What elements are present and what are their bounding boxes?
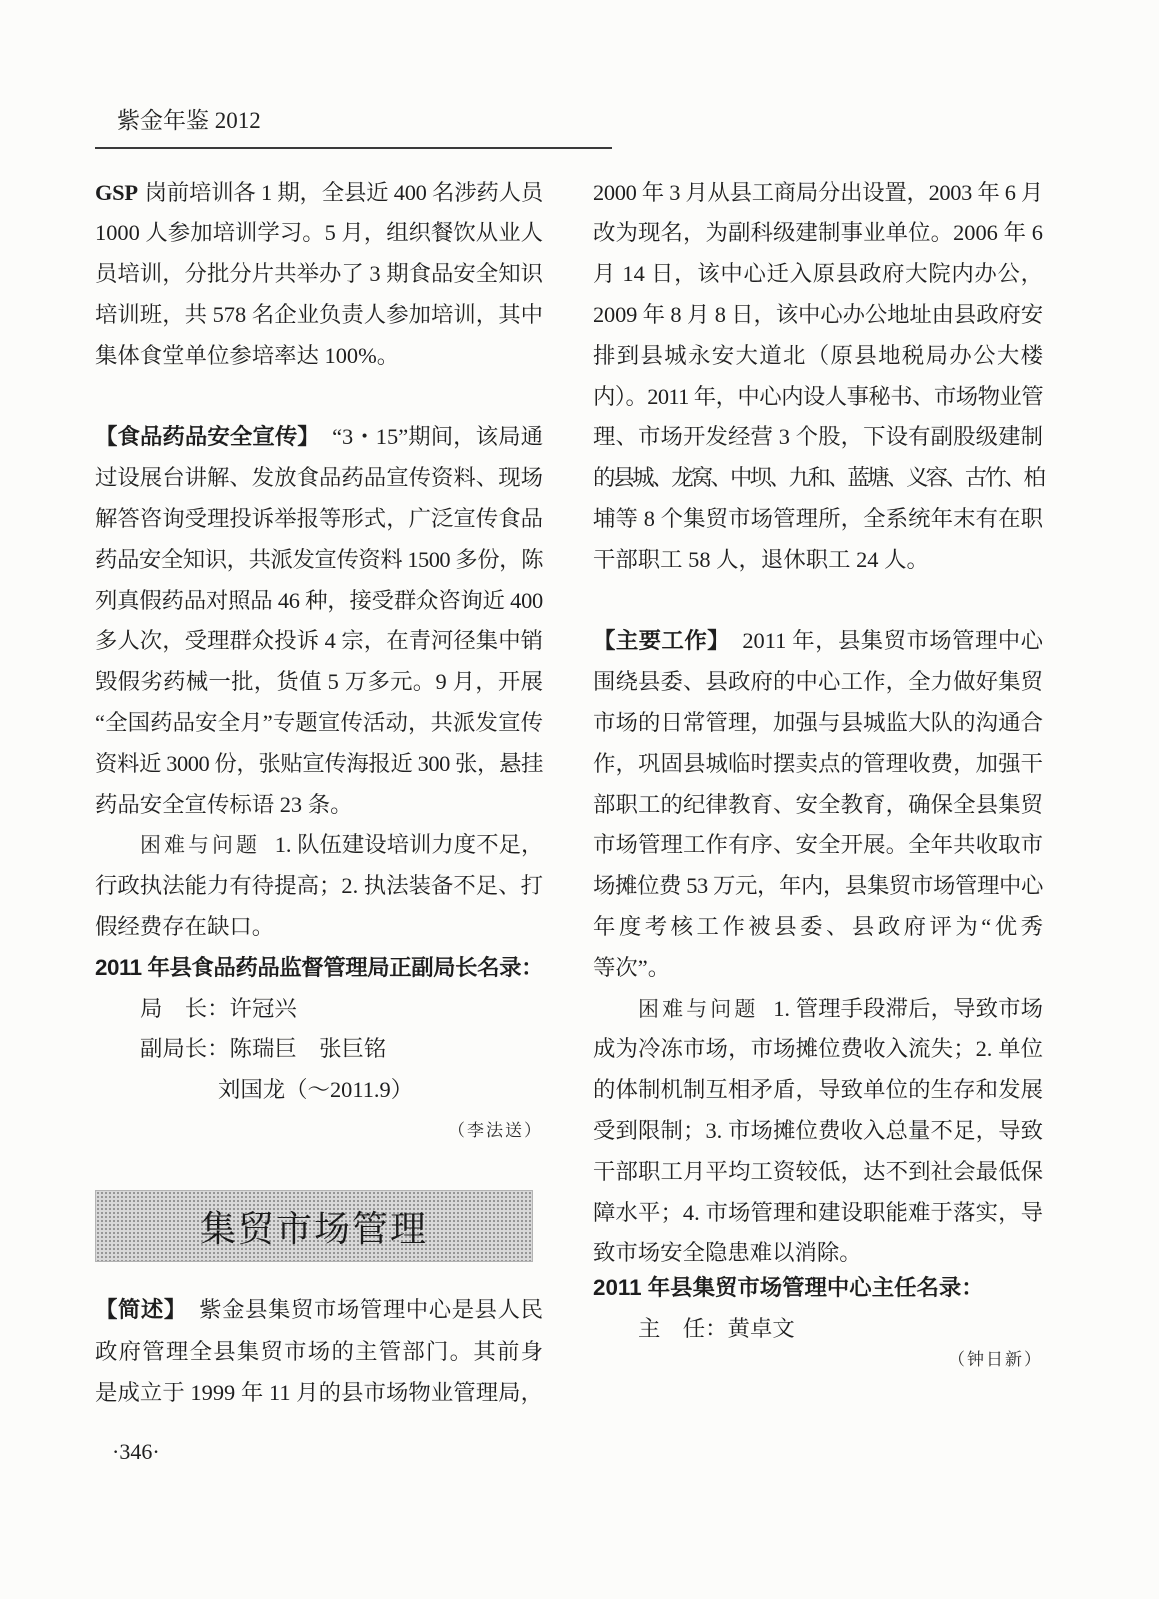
page-number: ·346· (112, 1439, 160, 1464)
text-line (593, 621, 1043, 662)
text-line: 毁假劣药械一批，货值 5 万多元。9 月，开展 (95, 669, 543, 695)
text-line: 政府管理全县集贸市场的主管部门。其前身 (95, 1338, 543, 1364)
text-line (95, 173, 543, 214)
text-line: 多人次，受理群众投诉 4 宗，在青河径集中销 (95, 628, 543, 654)
text-line: 围绕县委、县政府的中心工作，全力做好集贸 (593, 669, 1043, 695)
roster-deputy-former: 刘国龙（～2011.9） (218, 1077, 414, 1103)
text-line: 改为现名，为副科级建制事业单位。2006 年 6 (593, 220, 1043, 246)
section-heading: 【主要工作】 (593, 628, 730, 654)
lead-term: 困难与问题 (140, 833, 260, 858)
text-line: 成为冷冻市场，市场摊位费收入流失；2. 单位 (593, 1036, 1043, 1062)
text-line: 场摊位费 53 万元，年内，县集贸市场管理中心 (593, 873, 1043, 899)
paragraph-gap (593, 581, 1043, 622)
text-line: 假经费存在缺口。 (95, 913, 275, 939)
left-column (95, 173, 543, 1152)
lead-term: GSP (95, 179, 138, 205)
lead-term: 困难与问题 (638, 996, 759, 1021)
author-credit: （李法送） (448, 1120, 543, 1140)
paragraph-market-overview (95, 1289, 543, 1413)
line-text: “3・15”期间，该局通 (332, 424, 544, 450)
text-line: 作，巩固县城临时摆卖点的管理收费，加强干 (593, 750, 1043, 776)
text-line: 干部职工月平均工资较低，达不到社会最低保 (593, 1158, 1043, 1184)
text-line: 市场管理工作有序、安全开展。全年共收取市 (593, 832, 1043, 858)
text-line: 解答咨询受理投诉举报等形式，广泛宣传食品 (95, 505, 543, 531)
text-line (593, 989, 1043, 1030)
text-line: 的县城、龙窝、中坝、九和、蓝塘、义容、古竹、柏 (593, 465, 1043, 491)
roster-director: 局 长：许冠兴 (140, 995, 297, 1021)
author-credit: （钟日新） (948, 1349, 1043, 1369)
text-line: 列真假药品对照品 46 种，接受群众咨询近 400 (95, 587, 543, 613)
paragraph-gap (95, 377, 543, 418)
line-text: 1. 管理手段滞后，导致市场 (773, 995, 1044, 1021)
text-line: 致市场安全隐患难以消除。 (593, 1240, 862, 1266)
text-line (95, 825, 543, 866)
text-line: “全国药品安全月”专题宣传活动，共派发宣传 (95, 709, 543, 735)
right-column (593, 173, 1043, 1391)
paragraph-market-overview-continued (593, 173, 1043, 581)
text-line (95, 1289, 543, 1330)
roster-market-center (593, 1268, 1043, 1390)
text-line: 行政执法能力有待提高；2. 执法装备不足、打 (95, 873, 543, 899)
text-line: 干部职工 58 人，退休职工 24 人。 (593, 546, 929, 572)
line-text: 岗前培训各 1 期，全县近 400 名涉药人员 (144, 179, 543, 205)
roster-title: 2011 年县食品药品监督管理局正副局长名录： (95, 954, 543, 980)
paragraph-drug-training (95, 173, 543, 377)
text-line: 集体食堂单位参培率达 100%。 (95, 342, 400, 368)
text-line: 市场的日常管理，加强与县城监大队的沟通合 (593, 709, 1043, 735)
text-line: 的体制机制互相矛盾，导致单位的生存和发展 (593, 1077, 1043, 1103)
text-line: 药品安全宣传标语 23 条。 (95, 791, 353, 817)
text-line: 2009 年 8 月 8 日，该中心办公地址由县政府安 (593, 301, 1043, 327)
text-line: 受到限制；3. 市场摊位费收入总量不足，导致 (593, 1117, 1043, 1143)
roster-deputy: 副局长：陈瑞巨 张巨铭 (140, 1036, 387, 1062)
line-text: 紫金县集贸市场管理中心是县人民 (199, 1297, 543, 1323)
text-line: 部职工的纪律教育、安全教育，确保全县集贸 (593, 791, 1043, 817)
text-line: 培训班，共 578 名企业负责人参加培训，其中 (95, 301, 543, 327)
text-line: 排到县城永安大道北（原县地税局办公大楼 (593, 342, 1043, 368)
text-line: 障水平；4. 市场管理和建设职能难于落实，导 (593, 1199, 1043, 1225)
text-line: 员培训，分批分片共举办了 3 期食品安全知识 (95, 261, 543, 287)
paragraph-drug-difficulties (95, 825, 543, 947)
text-line: 月 14 日，该中心迁入原县政府大院内办公， (593, 261, 1043, 287)
line-text: 1. 队伍建设培训力度不足， (274, 832, 544, 858)
roster-title: 2011 年县集贸市场管理中心主任名录： (593, 1275, 984, 1301)
text-line: 埔等 8 个集贸市场管理所，全系统年末有在职 (593, 505, 1043, 531)
section-title-box (95, 1190, 533, 1262)
roster-drug-bureau (95, 948, 543, 1152)
text-line: 资料近 3000 份，张贴宣传海报近 300 张，悬挂 (95, 750, 543, 776)
text-line: 是成立于 1999 年 11 月的县市场物业管理局， (95, 1379, 543, 1405)
section-heading: 【食品药品安全宣传】 (95, 424, 320, 450)
text-line: 过设展台讲解、发放食品药品宣传资料、现场 (95, 465, 543, 491)
header-rule (95, 147, 612, 149)
paragraph-market-main-work (593, 621, 1043, 988)
text-line: 2000 年 3 月从县工商局分出设置，2003 年 6 月 (593, 179, 1043, 205)
text-line: 理、市场开发经营 3 个股，下设有副股级建制 (593, 424, 1043, 450)
paragraph-market-difficulties (593, 989, 1043, 1275)
text-line: 内）。2011 年，中心内设人事秘书、市场物业管 (593, 383, 1043, 409)
running-header-title: 紫金年鉴 2012 (117, 108, 261, 133)
section-title: 集贸市场管理 (199, 1207, 428, 1249)
paragraph-drug-publicity (95, 417, 543, 825)
text-line (95, 417, 543, 458)
line-text: 2011 年，县集贸市场管理中心 (742, 628, 1043, 654)
text-line: 1000 人参加培训学习。5 月，组织餐饮从业人 (95, 220, 543, 246)
text-line: 等次”。 (593, 954, 671, 980)
section-heading: 【简述】 (95, 1297, 187, 1323)
text-line: 药品安全知识，共派发宣传资料 1500 多份，陈 (95, 546, 543, 572)
text-line: 年度考核工作被县委、县政府评为“优秀 (593, 913, 1043, 939)
roster-director: 主 任：黄卓文 (638, 1315, 795, 1341)
